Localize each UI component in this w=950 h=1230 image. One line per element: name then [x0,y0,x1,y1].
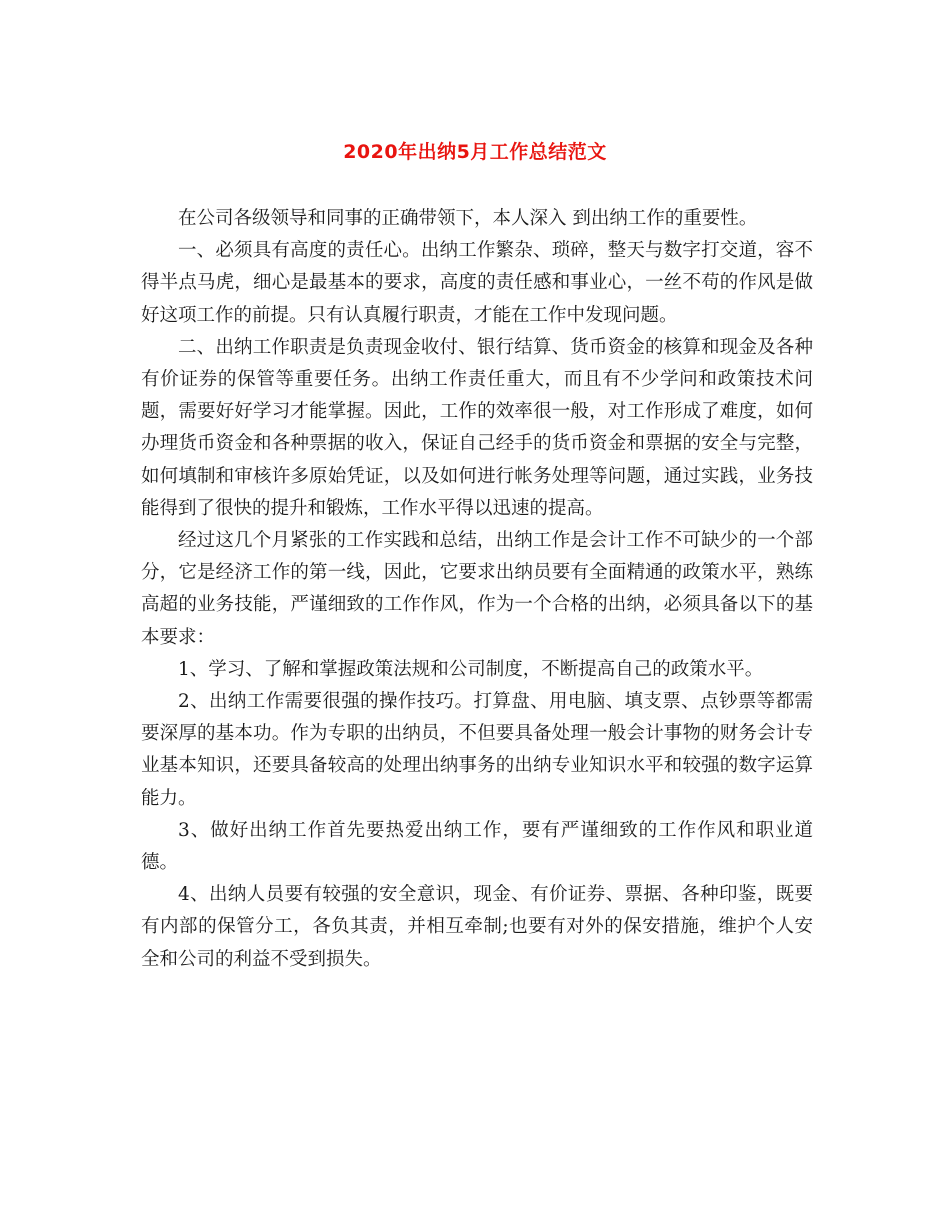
list-item-3: 3、做好出纳工作首先要热爱出纳工作，要有严谨细致的工作作风和职业道德。 [141,819,813,874]
paragraph-duties: 二、出纳工作职责是负责现金收付、银行结算、货币资金的核算和现金及各种有价证券的保管等重要任务。出纳工作责任重大，而且有不少学问和政策技术问题，需要好好学习才能掌握。因此，工作的效率很一般，对工作形成了难度，如何办理货币资金和各种票据的收入，保证自己经手的货币资金和票据的安全与完整，如何填制和审核许多原始凭证，以及如何进行帐务处理等问题，通过实践，业务技能得到了很快的提升和锻炼，工作水平得以迅速的提高。 [141,336,813,519]
document-body [141,203,813,976]
paragraph-summary: 经过这几个月紧张的工作实践和总结，出纳工作是会计工作不可缺少的一个部分，它是经济工作的第一线，因此，它要求出纳员要有全面精通的政策水平，熟练高超的业务技能，严谨细致的工作作风，作为一个合格的出纳，必须具备以下的基本要求： [141,530,813,648]
paragraph-intro: 在公司各级领导和同事的正确带领下，本人深入 到出纳工作的重要性。 [178,208,758,229]
paragraph-responsibility: 一、必须具有高度的责任心。出纳工作繁杂、琐碎，整天与数字打交道，容不得半点马虎，细心是最基本的要求，高度的责任感和事业心，一丝不苟的作风是做好这项工作的前提。只有认真履行职责，才能在工作中发现问题。 [141,240,813,326]
list-item-1: 1、学习、了解和掌握政策法规和公司制度，不断提高自己的政策水平。 [178,658,764,680]
list-item-2: 2、出纳工作需要很强的操作技巧。打算盘、用电脑、填支票、点钞票等都需要深厚的基本功。作为专职的出纳员，不但要具备处理一般会计事物的财务会计专业基本知识，还要具备较高的处理出纳事务的出纳专业知识水平和较强的数字运算能力。 [141,691,813,809]
document-title: 2020年出纳5月工作总结范文 [343,141,607,163]
list-item-4: 4、出纳人员要有较强的安全意识，现金、有价证券、票据、各种印鉴，既要有内部的保管分工，各负其责，并相互牵制;也要有对外的保安措施，维护个人安全和公司的利益不受到损失。 [141,884,813,970]
